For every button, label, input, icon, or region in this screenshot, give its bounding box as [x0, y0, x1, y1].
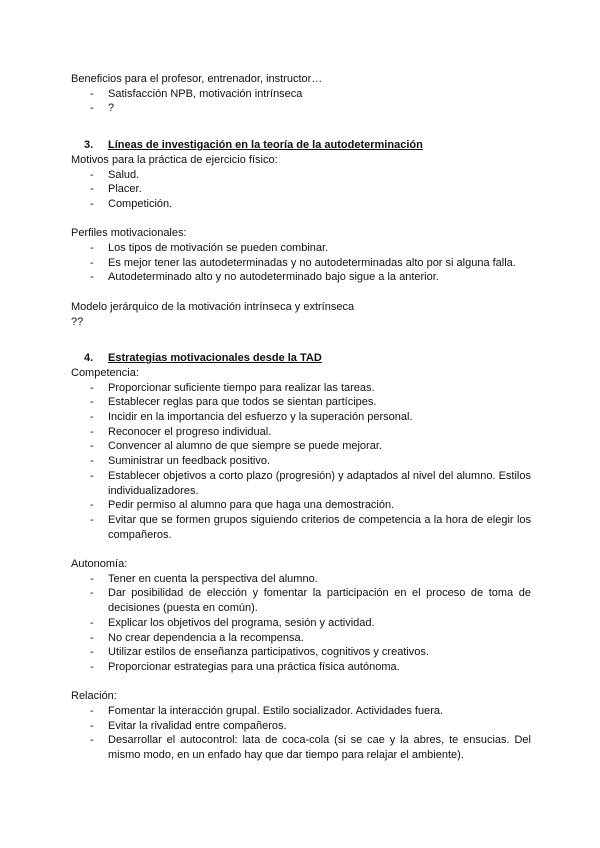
- list-item: - Proporcionar estrategias para una práctica física autónoma.: [90, 660, 400, 673]
- section-3-title: Líneas de investigación en la teoría de la autodeterminación: [108, 139, 423, 152]
- list-item: - Establecer reglas para que todos se sientan partícipes.: [90, 396, 377, 409]
- section-4-number: 4.: [84, 352, 94, 365]
- list-item: - Pedir permiso al alumno para que haga una demostración.: [90, 499, 395, 512]
- list-item: - Establecer objetivos a corto plazo (progresión) y adaptados al nivel del alumno. Estilos individualizadores.: [90, 469, 531, 497]
- list-item: - Convencer al alumno de que siempre se puede mejorar.: [90, 440, 382, 453]
- perfiles-list: [71, 241, 531, 285]
- motivos-heading: Motivos para la práctica de ejercicio físico:: [71, 153, 278, 166]
- list-item: - Desarrollar el autocontrol: lata de coca-cola (si se cae y la abres, te ensucias. Del mismo modo, en un enfado hay que dar tiempo para relajar el ambiente).: [90, 734, 531, 762]
- autonomia-heading: Autonomía:: [71, 558, 128, 571]
- list-item: - Fomentar la interacción grupal. Estilo socializador. Actividades fuera.: [90, 705, 444, 718]
- list-item: - Reconocer el progreso individual.: [90, 425, 272, 438]
- list-item: - No crear dependencia a la recompensa.: [90, 631, 304, 644]
- modelo-text: ??: [71, 315, 84, 328]
- intro-list: [71, 87, 531, 116]
- list-item: - Placer.: [90, 183, 142, 196]
- section-3-number: 3.: [84, 139, 94, 152]
- list-item: - Utilizar estilos de enseñanza participativos, cognitivos y creativos.: [90, 646, 429, 659]
- list-item: - Satisfacción NPB, motivación intrínseca: [90, 87, 303, 100]
- section-3-heading: [71, 138, 531, 153]
- list-item: - Autodeterminado alto y no autodeterminado bajo sigue a la anterior.: [90, 271, 439, 284]
- modelo-heading: Modelo jerárquico de la motivación intrínseca y extrínseca: [71, 300, 355, 313]
- list-item: - Salud.: [90, 168, 140, 181]
- relacion-heading: Relación:: [71, 690, 117, 703]
- list-item: - Tener en cuenta la perspectiva del alumno.: [90, 572, 318, 585]
- intro-heading: Beneficios para el profesor, entrenador, instructor…: [71, 73, 323, 85]
- section-4-title: Estrategias motivacionales desde la TAD: [108, 352, 322, 365]
- list-item: - Es mejor tener las autodeterminadas y no autodeterminadas alto por si alguna falla.: [90, 256, 516, 269]
- motivos-list: [71, 168, 531, 212]
- list-item: - Evitar que se formen grupos siguiendo criterios de competencia a la hora de elegir los compañeros.: [90, 513, 531, 541]
- competencia-list: [71, 381, 531, 543]
- competencia-heading: Competencia:: [71, 366, 139, 379]
- list-item: - ?: [90, 102, 115, 115]
- list-item: - Evitar la rivalidad entre compañeros.: [90, 719, 287, 732]
- perfiles-heading: Perfiles motivacionales:: [71, 227, 187, 240]
- list-item: - Incidir en la importancia del esfuerzo y la superación personal.: [90, 411, 413, 424]
- document-page: [71, 72, 531, 763]
- autonomia-list: [71, 572, 531, 675]
- section-4-heading: [71, 351, 531, 366]
- list-item: - Los tipos de motivación se pueden combinar.: [90, 242, 329, 255]
- relacion-list: [71, 704, 531, 763]
- list-item: - Explicar los objetivos del programa, sesión y actividad.: [90, 616, 375, 629]
- list-item: - Proporcionar suficiente tiempo para realizar las tareas.: [90, 381, 375, 394]
- list-item: - Suministrar un feedback positivo.: [90, 455, 271, 468]
- list-item: - Competición.: [90, 197, 173, 210]
- list-item: - Dar posibilidad de elección y fomentar la participación en el proceso de toma de decisiones (puesta en común).: [90, 587, 531, 615]
